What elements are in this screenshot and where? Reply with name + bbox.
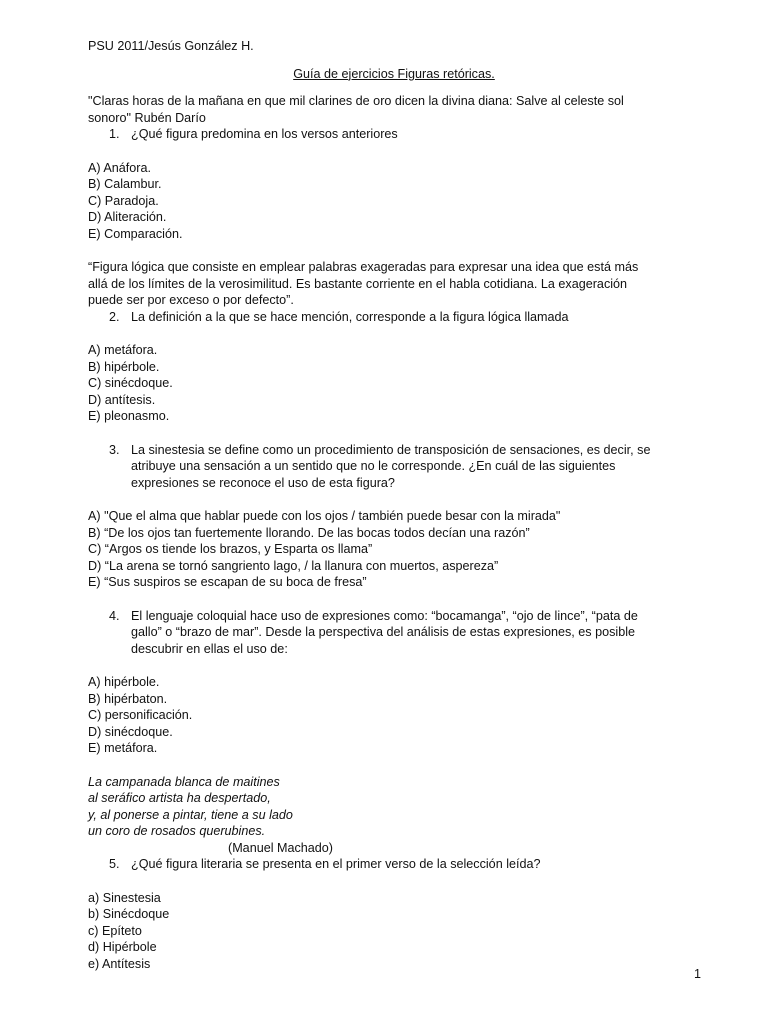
definition-2 — [88, 259, 700, 309]
question-number: 1. — [109, 127, 120, 141]
question-line: El lenguaje coloquial hace uso de expresiones como: “bocamanga”, “ojo de lince”, “pata de — [131, 608, 638, 623]
options-list-3 — [88, 508, 700, 591]
option: C) “Argos os tiende los brazos, y Esparta os llama” — [88, 542, 373, 556]
option: C) Paradoja. — [88, 193, 159, 208]
option: b) Sinécdoque — [88, 907, 170, 921]
option: A) hipérbole. — [88, 675, 160, 689]
poem-verse: y, al ponerse a pintar, tiene a su lado — [88, 807, 293, 822]
page-number: 1 — [694, 967, 702, 981]
question-line: gallo” o “brazo de mar”. Desde la perspectiva del análisis de estas expresiones, es posible — [131, 625, 636, 639]
definition-line: allá de los límites de la verosimilitud. Es bastante corriente en el habla cotidiana. La exageración — [88, 276, 628, 291]
option: C) sinécdoque. — [88, 376, 173, 390]
poem-verse: La campanada blanca de maitines — [88, 774, 280, 789]
option: a) Sinestesia — [88, 890, 161, 905]
option: e) Antítesis — [88, 956, 151, 971]
option: D) antítesis. — [88, 392, 156, 407]
document-header: PSU 2011/Jesús González H. — [88, 39, 254, 53]
option: E) “Sus suspiros se escapan de su boca de fresa” — [88, 575, 367, 589]
question-number: 5. — [109, 857, 120, 871]
option: B) “De los ojos tan fuertemente llorando. De las bocas todos decían una razón” — [88, 525, 530, 540]
option: E) pleonasmo. — [88, 409, 170, 423]
option: d) Hipérbole — [88, 940, 157, 954]
question-text — [131, 442, 700, 492]
question-2 — [109, 309, 700, 326]
option: D) sinécdoque. — [88, 724, 173, 739]
options-list-5 — [88, 890, 700, 973]
question-1 — [109, 126, 700, 143]
definition-line: puede ser por exceso o por defecto”. — [88, 293, 294, 307]
question-text: ¿Qué figura literaria se presenta en el primer verso de la selección leída? — [131, 857, 541, 871]
question-text: ¿Qué figura predomina en los versos anteriores — [131, 127, 398, 141]
option: D) Aliteración. — [88, 210, 167, 224]
options-list-4 — [88, 674, 700, 757]
question-text: La definición a la que se hace mención, corresponde a la figura lógica llamada — [131, 309, 569, 324]
question-5 — [109, 856, 700, 873]
option: A) metáfora. — [88, 343, 158, 357]
definition-line: “Figura lógica que consiste en emplear palabras exageradas para expresar una idea que está más — [88, 260, 639, 274]
quote-line: "Claras horas de la mañana en que mil clarines de oro dicen la divina diana: Salve al celeste sol — [88, 94, 624, 108]
question-line: atribuye una sensación a un sentido que no le corresponde. ¿En cuál de las siguientes — [131, 459, 616, 473]
option: B) hipérbole. — [88, 359, 160, 374]
options-list-2 — [88, 342, 700, 425]
question-line: expresiones se reconoce el uso de esta figura? — [131, 475, 395, 490]
question-3 — [109, 442, 700, 492]
poem-author: (Manuel Machado) — [228, 840, 333, 855]
poem-verse: un coro de rosados querubines. — [88, 824, 266, 838]
option: c) Epíteto — [88, 923, 142, 938]
option: C) personificación. — [88, 708, 193, 722]
question-number: 3. — [109, 442, 120, 457]
question-number: 4. — [109, 608, 120, 623]
option: B) hipérbaton. — [88, 691, 168, 706]
quote-line: sonoro" Rubén Darío — [88, 110, 206, 125]
options-list-1 — [88, 160, 700, 243]
question-4 — [109, 608, 700, 658]
option: B) Calambur. — [88, 177, 162, 191]
question-line: descubrir en ellas el uso de: — [131, 641, 288, 656]
quote-1 — [88, 93, 700, 126]
question-number: 2. — [109, 309, 120, 324]
option: A) Anáfora. — [88, 160, 152, 175]
document-title: Guía de ejercicios Figuras retóricas. — [293, 66, 495, 81]
option: D) “La arena se tornó sangriento lago, / la llanura con muertos, aspereza” — [88, 558, 499, 573]
question-text — [131, 608, 700, 658]
option: E) metáfora. — [88, 741, 158, 755]
option: A) "Que el alma que hablar puede con los ojos / también puede besar con la mirada" — [88, 509, 561, 523]
question-line: La sinestesia se define como un procedimiento de transposición de sensaciones, es decir, se — [131, 442, 651, 457]
poem-verse: al seráfico artista ha despertado, — [88, 791, 271, 805]
poem — [88, 774, 700, 840]
option: E) Comparación. — [88, 226, 183, 241]
